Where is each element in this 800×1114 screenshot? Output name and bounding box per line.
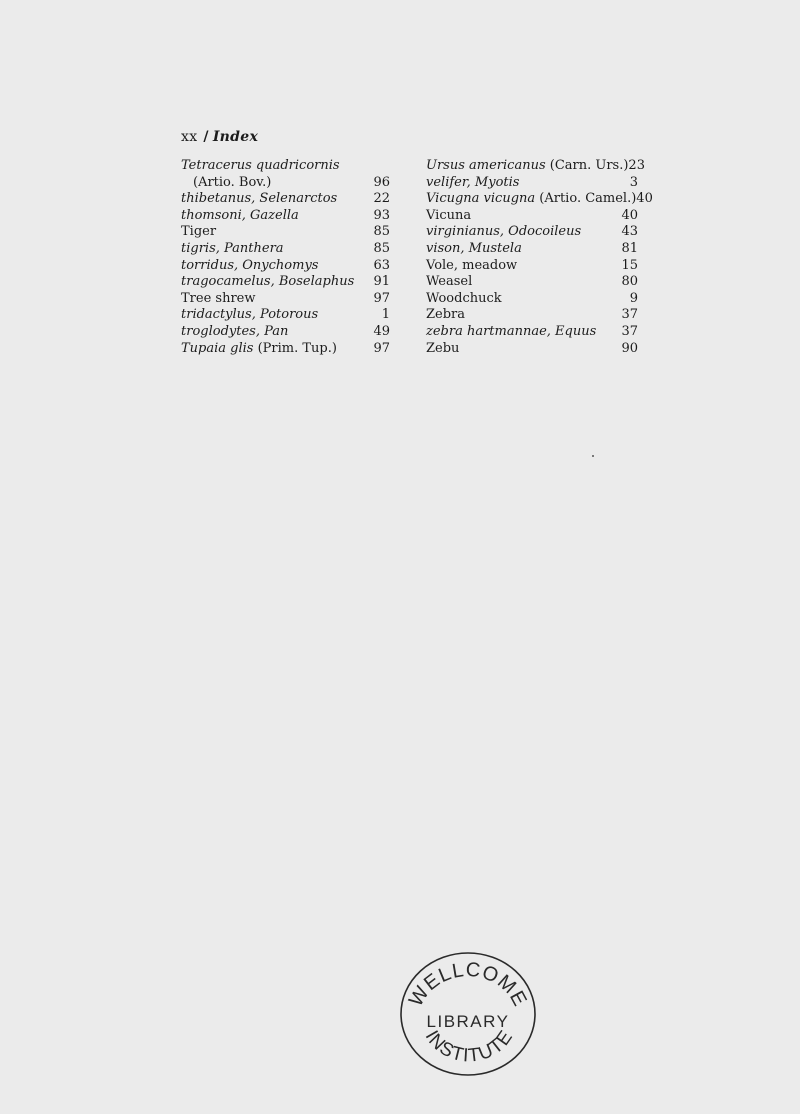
index-page-number: 85 — [373, 224, 390, 240]
index-page-number: 3 — [629, 174, 638, 190]
index-term-italic: velifer, Myotis — [426, 174, 520, 190]
index-page-number: 97 — [373, 290, 390, 306]
index-term — [426, 341, 459, 358]
index-term-italic: torridus, Onychomys — [181, 257, 319, 273]
index-term — [426, 175, 519, 192]
index-entry — [426, 224, 638, 241]
index-term — [181, 307, 318, 324]
page-number: xx — [181, 129, 198, 145]
index-page-number: 43 — [621, 224, 638, 240]
index-page-number: 40 — [636, 191, 653, 207]
index-term-italic: zebra hartmannae, Equus — [426, 323, 597, 339]
index-term-roman: Woodchuck — [426, 290, 502, 306]
index-term — [426, 307, 465, 324]
index-term — [181, 258, 318, 275]
index-entry — [426, 208, 638, 225]
index-entry — [181, 158, 390, 175]
index-page-number: 22 — [373, 191, 390, 207]
index-term-italic: thomsoni, Gazella — [181, 207, 299, 223]
index-term-italic: Ursus americanus — [426, 158, 546, 173]
index-entry — [181, 324, 390, 341]
index-page-number: 91 — [373, 274, 390, 290]
index-term — [426, 158, 628, 175]
index-term-roman: Vole, meadow — [426, 257, 518, 273]
index-term-roman: (Artio. Camel.) — [535, 191, 637, 207]
index-term-italic: Vicugna vicugna — [426, 191, 536, 207]
index-page-number: 80 — [621, 274, 638, 290]
index-term — [181, 274, 354, 291]
index-entry — [181, 258, 390, 275]
index-term — [181, 224, 216, 241]
index-term-roman: (Carn. Urs.) — [545, 158, 629, 173]
index-term-roman: Zebu — [426, 340, 460, 356]
index-term — [426, 241, 522, 258]
index-page-number: 40 — [621, 207, 638, 223]
index-page-number: 1 — [381, 307, 390, 323]
index-entry — [426, 341, 638, 358]
index-term — [181, 341, 337, 358]
index-page-number: 93 — [373, 207, 390, 223]
page-header — [181, 129, 258, 145]
index-term — [181, 291, 255, 308]
index-column-right — [426, 158, 653, 357]
index-entry — [181, 241, 390, 258]
index-term-italic: tigris, Panthera — [181, 240, 284, 256]
index-page-number: 85 — [373, 240, 390, 256]
index-entry — [426, 324, 638, 341]
index-term-roman: Tiger — [181, 224, 217, 240]
index-entry — [426, 307, 638, 324]
index-term-italic: vison, Mustela — [426, 240, 522, 256]
index-term-italic: tridactylus, Potorous — [181, 307, 319, 323]
index-entry — [426, 191, 653, 208]
index-page-number: 49 — [373, 323, 390, 339]
index-term — [426, 324, 596, 341]
index-entry — [426, 291, 638, 308]
index-term — [426, 274, 472, 291]
index-term-italic: tragocamelus, Boselaphus — [181, 274, 355, 290]
index-entry — [181, 175, 390, 192]
index-page-number: 9 — [629, 290, 638, 306]
index-entry — [181, 307, 390, 324]
index-term-italic: virginianus, Odocoileus — [426, 224, 582, 240]
index-term-roman: Tree shrew — [181, 290, 256, 306]
index-term — [181, 175, 271, 192]
index-page-number: 81 — [621, 240, 638, 256]
index-term-roman: (Prim. Tup.) — [253, 340, 337, 356]
stamp-bottom-text: INSTITUTE — [420, 1026, 518, 1067]
index-page-number: 97 — [373, 340, 390, 356]
index-entry — [426, 258, 638, 275]
index-entry — [181, 274, 390, 291]
page-title: Index — [212, 129, 259, 145]
index-entry — [426, 158, 645, 175]
ink-speck — [592, 455, 594, 457]
index-term-italic: troglodytes, Pan — [181, 323, 289, 339]
index-page-number: 96 — [373, 174, 390, 190]
index-term — [181, 241, 284, 258]
index-term — [181, 324, 288, 341]
index-term — [426, 191, 636, 208]
index-term-italic: thibetanus, Selenarctos — [181, 191, 338, 207]
wellcome-library-stamp — [397, 947, 539, 1077]
header-separator: / — [203, 129, 209, 145]
index-entry — [426, 274, 638, 291]
index-term-roman: Weasel — [426, 274, 473, 290]
index-term — [426, 208, 471, 225]
index-entry — [426, 241, 638, 258]
index-term — [426, 224, 581, 241]
index-term — [426, 291, 502, 308]
index-page-number: 63 — [373, 257, 390, 273]
index-term-roman: Vicuna — [426, 207, 472, 223]
stamp-top-text: WELLCOME — [404, 958, 532, 1011]
index-term — [181, 191, 337, 208]
index-term — [426, 258, 517, 275]
index-page-number: 23 — [628, 158, 645, 173]
index-term — [181, 158, 340, 175]
stamp-middle-text: LIBRARY — [426, 1012, 510, 1031]
index-page-number: 15 — [621, 257, 638, 273]
index-term — [181, 208, 299, 225]
index-term-italic: Tetracerus quadricornis — [181, 158, 340, 173]
index-term-italic: Tupaia glis — [181, 340, 254, 356]
index-entry — [181, 341, 390, 358]
index-entry — [181, 208, 390, 225]
index-entry — [181, 291, 390, 308]
index-column-left — [181, 158, 390, 357]
index-page-number: 37 — [621, 323, 638, 339]
index-term-roman: Zebra — [426, 307, 466, 323]
index-term-roman: (Artio. Bov.) — [193, 174, 272, 190]
index-page-number: 37 — [621, 307, 638, 323]
index-entry — [181, 224, 390, 241]
index-entry — [181, 191, 390, 208]
index-entry — [426, 175, 638, 192]
index-page-number: 90 — [621, 340, 638, 356]
